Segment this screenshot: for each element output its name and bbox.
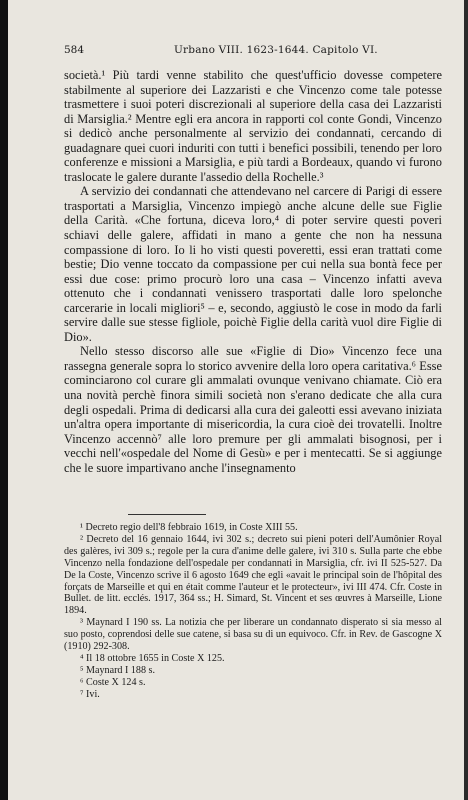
footnote: ⁴ Il 18 ottobre 1655 in Coste X 125. [80,652,225,664]
running-title: Urbano VIII. 1623-1644. Capitolo VI. [174,44,378,56]
footnote: ⁷ Ivi. [80,688,100,700]
footnote: ³ Maynard I 190 ss. La notizia che per liberare un condannato disperato si sia messo al suo posto, coprendosi delle sue catene, si basa su di un equivoco. Cfr. in Rev. de Gascogne X (1910) 292-308. [64,617,442,653]
page-number: 584 [64,44,85,56]
footnote-divider [128,514,206,515]
footnote: ¹ Decreto regio dell'8 febbraio 1619, in Coste XIII 55. [80,522,298,533]
running-header [64,44,438,60]
scan-edge-left [0,0,8,800]
book-page [8,0,464,800]
scan-edge-right [464,0,468,800]
paragraph: società.¹ Più tardi venne stabilito che quest'ufficio dovesse competere stabilmente al superiore dei Lazzaristi e che Vincenzo come tale potesse trasmettere i suoi poteri discrezionali al superiore della casa dei Lazzaristi di Marsiglia.² Mentre egli era ancora in rapporti col conte Gondi, Vincenzo si dedicò anche personalmente al servizio dei condannati, cercando di guadagnare quei cuori induriti con tutti i benefici possibili, tenendo per loro conferenze e missioni a Marsiglia, e più tardi a Bordeaux, quando vi furono traslocate le galere durante l'assedio della Rochelle.³ [64,68,442,184]
footnotes [64,522,442,701]
footnote: ² Decreto del 16 gennaio 1644, ivi 302 s.; decreto sui pieni poteri dell'Aumônier Royal des galères, ivi 309 s.; regole per la cura d'anime delle galere, ivi 310 s. Sulla parte che ebbe Vincenzo nella fondazione dell'ospedale per condannati in Marsiglia, cfr. ivi II 525-527. Da De la Coste, Vincenzo scrive il 6 agosto 1649 che egli «avait le principal soin de l'hôpital des forçats de Marseille et qui en était comme l'auteur et le protecteur», ivi III 474. Cfr. Coste in Bullet. de litt. ecclés. 1917, 364 ss.; H. Simard, St. Vincent et ses œuvres à Marseille, Lione 1894. [64,533,442,617]
paragraph: A servizio dei condannati che attendevano nel carcere di Parigi di essere trasportati a Marsiglia, Vincenzo impiegò anche alcune delle sue Figlie della Carità. «Che fortuna, diceva loro,⁴ di poter servire questi poveri schiavi delle galere, affidati in mano a gente che non ha nessuna compassione di loro. Io li ho visti questi poveretti, essi eran trattati come bestie; Dio venne toccato da compassione per cui nella sua bontà fece per essi due cose: primo procurò loro una casa – Vincenzo infatti aveva ottenuto che i condannati venissero trasportati dalle loro spelonche carcerarie in locali migliori⁵ – e, secondo, aggiustò le cose in modo da farli servire dalle sue stesse figliole, poichè Figlie della carità vuol dire Figlie di Dio». [64,184,442,344]
paragraph: Nello stesso discorso alle sue «Figlie di Dio» Vincenzo fece una rassegna generale sopra lo storico avvenire della loro opera caritativa.⁶ Esse cominciarono col curare gli ammalati ovunque venivano chiamate. Ciò era una novità perchè finora simili società non s'erano dedicate che alla cura degli ospedali. Prima di dedicarsi alla cura dei galeotti essi avevano iniziata un'altra opera importante di misericordia, la cura cioè dei trovatelli. Inoltre Vincenzo accennò⁷ alle loro premure per gli ammalati bisognosi, per i vecchi nell'«ospedale del Nome di Gesù» e per i mentecatti. Se si aggiunge che le suore impartivano anche l'insegnamento [64,344,442,475]
footnote: ⁶ Coste X 124 s. [80,676,146,688]
body-text [64,68,442,475]
footnote: ⁵ Maynard I 188 s. [80,664,156,676]
